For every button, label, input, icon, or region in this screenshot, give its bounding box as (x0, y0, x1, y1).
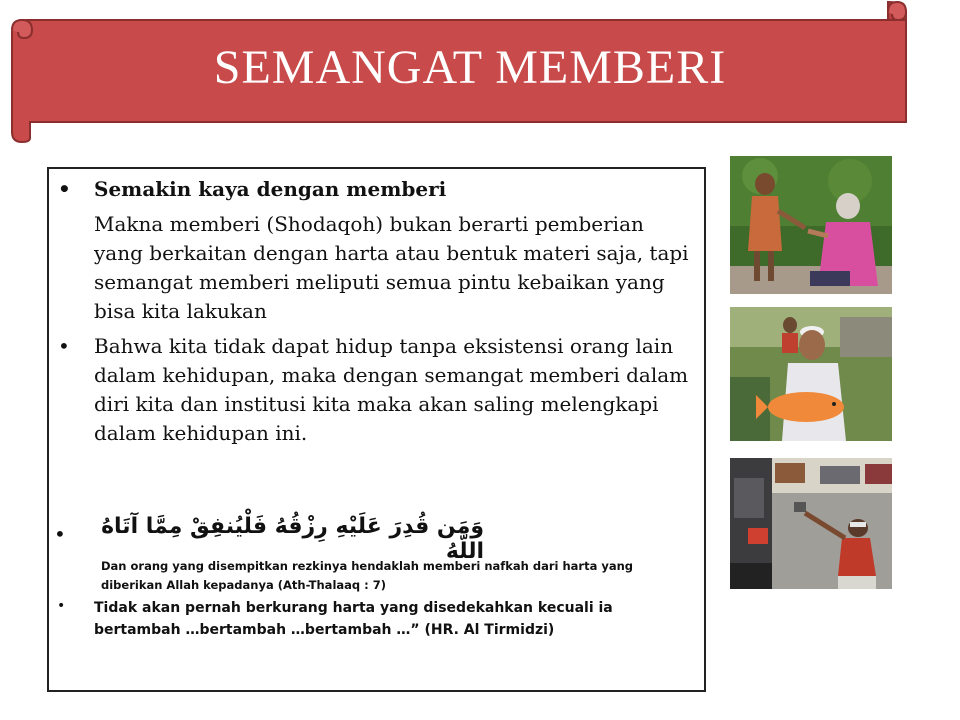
arabic-verse-row (54, 514, 484, 564)
photo-man-holding-fish (730, 307, 892, 441)
bullet-dot: • (57, 598, 66, 614)
bullet3-text: Tidak akan pernah berkurang harta yang disedekahkan kecuali ia bertambah …bertambah …bertambah …” (HR. Al Tirmidzi) (94, 600, 613, 638)
photo-beggar-roadside (730, 458, 892, 589)
bullet2-text: Bahwa kita tidak dapat hidup tanpa eksistensi orang lain dalam kehidupan, maka dengan semangat memberi dalam diri kita dan institusi kita maka akan saling melengkapi dalam kehidupan ini. (94, 334, 689, 445)
arabic-verse: وَمَن قُدِرَ عَلَيْهِ رِزْقُهُ فَلْيُنفِقْ مِمَّا آتَاهُ اللَّهُ (101, 514, 484, 564)
bullet-dot: • (58, 177, 71, 201)
bullet-dot: • (58, 334, 70, 358)
verse-translation: Dan orang yang disempitkan rezkinya hendaklah memberi nafkah dari harta yang diberikan Allah kepadanya (Ath-Thalaaq : 7) (101, 559, 634, 592)
bullet-bahwa (58, 332, 694, 448)
bullet-semakin-kaya (58, 177, 447, 201)
bullet-heading: Semakin kaya dengan memberi (94, 177, 447, 201)
bullet-dot: • (54, 522, 66, 546)
photo-child-giving-elderly (730, 156, 892, 294)
slide-title: SEMANGAT MEMBERI (213, 41, 727, 94)
bullet1-body: Makna memberi (Shodaqoh) bukan berarti pemberian yang berkaitan dengan harta atau bentuk materi saja, tapi semangat memberi meliputi semua pintu kebaikan yang bisa kita lakukan (94, 212, 689, 323)
title-banner (0, 0, 960, 150)
